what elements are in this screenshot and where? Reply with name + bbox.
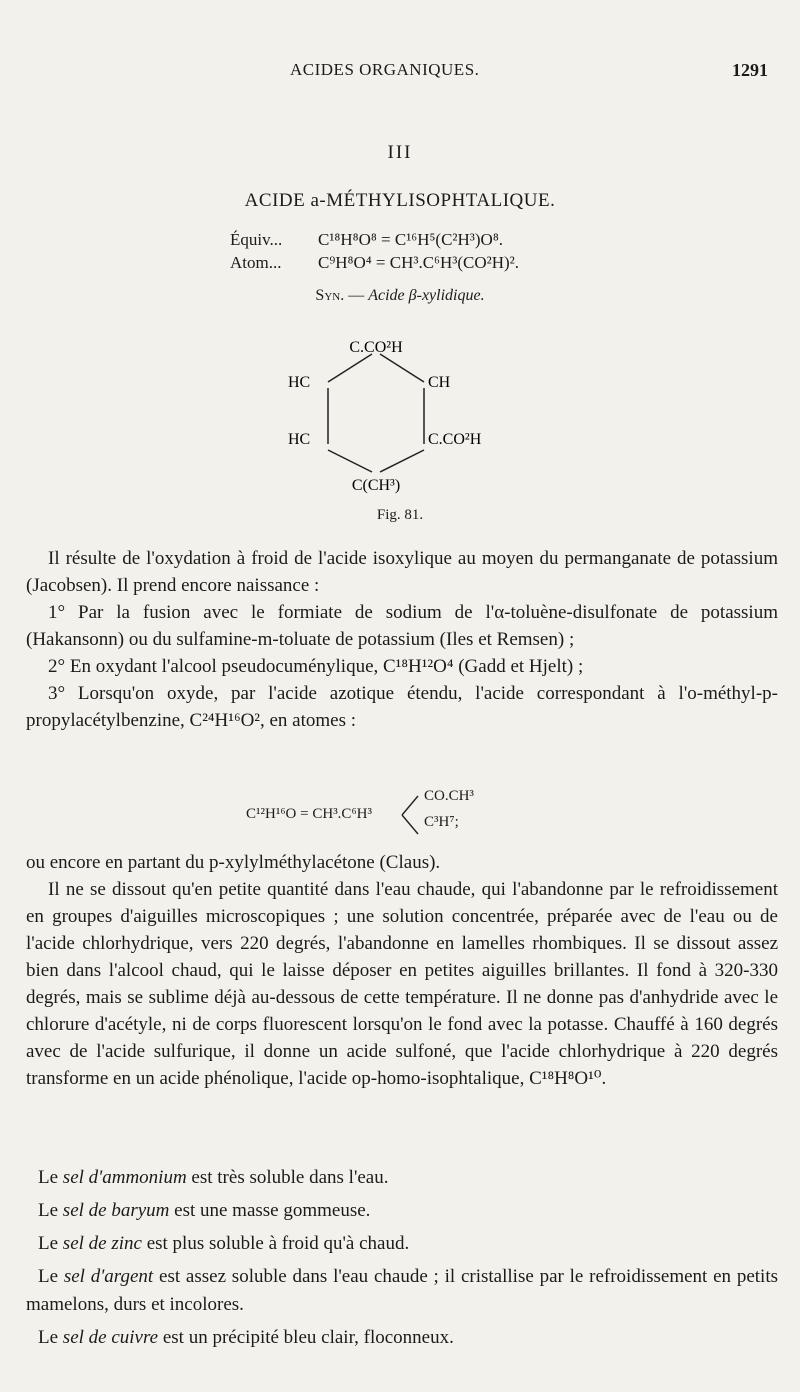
salt-item (26, 1263, 778, 1319)
ring-right-upper-label: CH (428, 374, 451, 391)
salt-item (26, 1197, 778, 1225)
salt-item (26, 1164, 778, 1192)
equiv-value: C¹⁸H⁸O⁸ = C¹⁶H⁵(C²H³)O⁸. (318, 230, 504, 249)
salt-prefix: Le (38, 1327, 63, 1348)
equation-brace (398, 792, 420, 838)
ring-bottom-label: C(CH³) (351, 477, 401, 494)
salt-prefix: Le (38, 1266, 64, 1287)
atom-label: Atom... (230, 253, 282, 272)
body-text-top (26, 545, 778, 734)
salt-item (26, 1324, 778, 1352)
salt-item (26, 1230, 778, 1258)
salt-name: sel de zinc (62, 1233, 142, 1254)
equation-left: C¹²H¹⁶O = CH³.C⁶H³ (246, 806, 372, 822)
salts-list (26, 1164, 778, 1357)
equation-top: CO.CH³ (424, 788, 474, 804)
salt-description: est plus soluble à froid qu'à chaud. (141, 1233, 410, 1254)
synonym-value: Acide β-xylidique. (368, 287, 485, 304)
atom-value: C⁹H⁸O⁴ = CH³.C⁶H³(CO²H)². (318, 253, 520, 272)
synonym-dash: — (348, 287, 365, 304)
salt-name: sel de baryum (62, 1200, 170, 1221)
ring-bonds (328, 354, 424, 472)
atom-formula (230, 253, 519, 273)
acid-title: ACIDE a-MÉTHYLISOPHTALIQUE. (244, 190, 556, 211)
ring-right-lower-label: C.CO²H (428, 431, 482, 448)
list-item-3: 3° Lorsqu'on oxyde, par l'acide azotique étendu, l'acide correspondant à l'o-méthyl-p-propylacétylbenzine, C²⁴H¹⁶O², en atomes : (26, 683, 778, 731)
paragraph-formation: Il résulte de l'oxydation à froid de l'acide isoxylique au moyen du permanganate de potassium (Jacobsen). Il prend encore naissance : (26, 548, 778, 596)
body-text-bottom (26, 849, 778, 1092)
salt-description: est un précipité bleu clair, floconneux. (158, 1327, 454, 1348)
synonym-label: Syn. (315, 287, 345, 304)
list-item-2: 2° En oxydant l'alcool pseudocuménylique, C¹⁸H¹²O⁴ (Gadd et Hjelt) ; (48, 656, 584, 677)
ring-left-upper-label: HC (288, 374, 311, 391)
salt-description: est assez soluble dans l'eau chaude ; il cristallise par le refroidissement en petits mamelons, durs et incolores. (26, 1266, 779, 1315)
paragraph-claus: ou encore en partant du p-xylylméthylacétone (Claus). (26, 852, 441, 873)
figure-caption: Fig. 81. (376, 507, 424, 523)
salt-description: est une masse gommeuse. (169, 1200, 371, 1221)
salt-name: sel de cuivre (62, 1327, 159, 1348)
benzene-ring-figure (260, 332, 500, 502)
salt-description: est très soluble dans l'eau. (186, 1167, 389, 1188)
list-item-1: 1° Par la fusion avec le formiate de sodium de l'α-toluène-disulfonate de potassium (Hakansonn) ou du sulfamine-m-toluate de potassium (Iles et Remsen) ; (26, 602, 778, 650)
synonym-line (0, 287, 800, 305)
salt-prefix: Le (38, 1167, 63, 1188)
running-title: ACIDES ORGANIQUES. (290, 60, 480, 79)
salt-prefix: Le (38, 1233, 63, 1254)
equiv-formula (230, 230, 503, 250)
page-header (0, 58, 800, 88)
reaction-equation (246, 786, 546, 846)
equation-bottom: C³H⁷; (424, 814, 459, 830)
page-number: 1291 (732, 60, 768, 80)
salt-name: sel d'ammonium (62, 1167, 187, 1188)
paragraph-properties: Il ne se dissout qu'en petite quantité dans l'eau chaude, qui l'abandonne par le refroidissement en groupes d'aiguilles microscopiques ; une solution concentrée, préparée avec de l'eau ou de l'acide chlorhydrique, vers 220 degrés, l'abandonne en lamelles rhombiques. Il se dissout assez bien dans l'alcool chaud, qui le laisse déposer en petites aiguilles brillantes. Il fond à 320-330 degrés, mais se sublime déjà au-dessous de cette température. Il ne donne pas d'anhydride avec le chlorure d'acétyle, ni de corps fluorescent lorsqu'on le fond avec la potasse. Chauffé à 160 degrés avec de l'acide sulfurique, il donne un acide sulfoné, que l'acide chlorhydrique à 220 degrés transforme en un acide phénolique, l'acide op-homo-isophtalique, C¹⁸H⁸O¹⁰. (26, 879, 778, 1089)
equiv-label: Équiv... (230, 230, 283, 249)
section-number: III (387, 142, 413, 163)
salt-prefix: Le (38, 1200, 63, 1221)
ring-left-lower-label: HC (288, 431, 311, 448)
ring-top-label: C.CO²H (349, 339, 403, 356)
salt-name: sel d'argent (63, 1266, 154, 1287)
